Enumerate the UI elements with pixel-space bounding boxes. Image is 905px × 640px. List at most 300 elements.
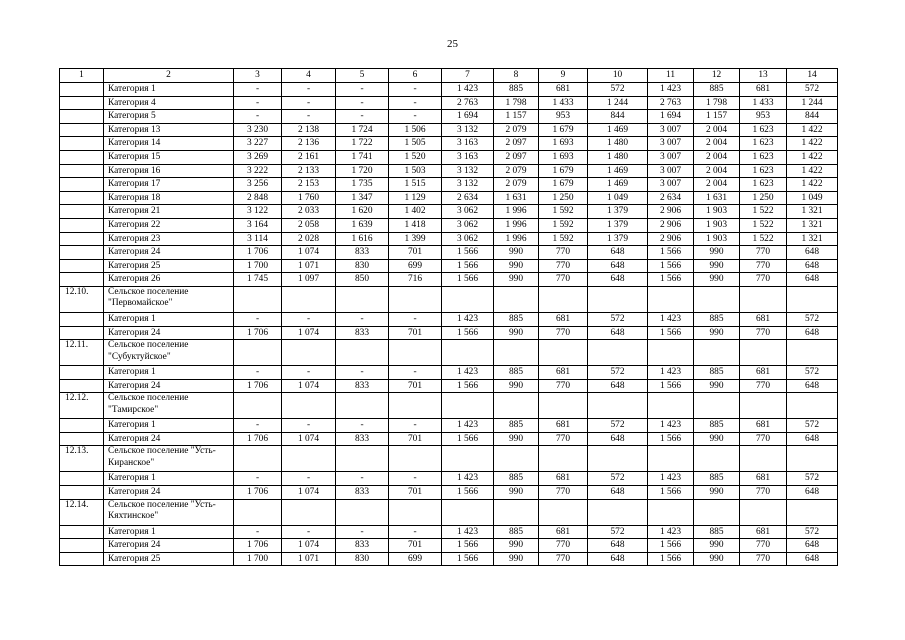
- value-cell: -: [282, 96, 336, 110]
- value-cell: 2 906: [648, 205, 694, 219]
- value-cell: 885: [494, 419, 539, 433]
- value-cell: 3 062: [442, 232, 494, 246]
- value-cell: 681: [539, 419, 588, 433]
- value-cell: 1 469: [588, 123, 648, 137]
- row-number-cell: [60, 150, 104, 164]
- value-cell: 1 903: [694, 232, 740, 246]
- row-number-cell: [60, 110, 104, 124]
- section-title: Сельское поселение "Усть-Кяхтинское": [104, 499, 234, 525]
- empty-cell: [740, 393, 787, 419]
- column-header: 8: [494, 69, 539, 83]
- value-cell: 1 423: [648, 366, 694, 380]
- row-number-cell: [60, 312, 104, 326]
- table-row: [60, 326, 838, 340]
- column-header: 14: [787, 69, 838, 83]
- empty-cell: [588, 286, 648, 312]
- value-cell: 1 244: [787, 96, 838, 110]
- table-row: [60, 472, 838, 486]
- value-cell: -: [336, 110, 389, 124]
- empty-cell: [539, 393, 588, 419]
- value-cell: 699: [389, 259, 442, 273]
- category-name: Категория 4: [104, 96, 234, 110]
- value-cell: 1 074: [282, 486, 336, 500]
- value-cell: -: [336, 366, 389, 380]
- value-cell: 648: [787, 259, 838, 273]
- value-cell: 990: [494, 486, 539, 500]
- value-cell: -: [336, 525, 389, 539]
- value-cell: 701: [389, 379, 442, 393]
- row-number-cell: [60, 123, 104, 137]
- value-cell: 844: [588, 110, 648, 124]
- empty-cell: [539, 499, 588, 525]
- row-number-cell: [60, 472, 104, 486]
- value-cell: 1 399: [389, 232, 442, 246]
- value-cell: -: [234, 312, 282, 326]
- value-cell: 572: [787, 525, 838, 539]
- value-cell: 1 798: [694, 96, 740, 110]
- column-header: 5: [336, 69, 389, 83]
- value-cell: 648: [588, 246, 648, 260]
- value-cell: 1 423: [648, 525, 694, 539]
- value-cell: 681: [740, 472, 787, 486]
- value-cell: 1 321: [787, 205, 838, 219]
- value-cell: 1 422: [787, 137, 838, 151]
- empty-cell: [494, 446, 539, 472]
- value-cell: 1 157: [494, 110, 539, 124]
- section-row: [60, 286, 838, 312]
- value-cell: 1 996: [494, 232, 539, 246]
- value-cell: 681: [539, 472, 588, 486]
- value-cell: 2 161: [282, 150, 336, 164]
- value-cell: -: [234, 83, 282, 97]
- section-title: Сельское поселение "Усть-Киранское": [104, 446, 234, 472]
- value-cell: -: [234, 472, 282, 486]
- value-cell: 1 566: [442, 539, 494, 553]
- empty-cell: [694, 286, 740, 312]
- value-cell: 648: [787, 246, 838, 260]
- value-cell: 885: [694, 419, 740, 433]
- category-name: Категория 23: [104, 232, 234, 246]
- value-cell: 1 097: [282, 273, 336, 287]
- value-cell: 1 996: [494, 205, 539, 219]
- value-cell: -: [234, 366, 282, 380]
- empty-cell: [389, 340, 442, 366]
- table-row: [60, 205, 838, 219]
- value-cell: 833: [336, 539, 389, 553]
- value-cell: 1 566: [648, 552, 694, 566]
- value-cell: 3 132: [442, 123, 494, 137]
- empty-cell: [282, 286, 336, 312]
- category-name: Категория 1: [104, 312, 234, 326]
- value-cell: 1 592: [539, 205, 588, 219]
- value-cell: 1 616: [336, 232, 389, 246]
- value-cell: 2 906: [648, 232, 694, 246]
- value-cell: 1 623: [740, 178, 787, 192]
- column-header: 12: [694, 69, 740, 83]
- value-cell: 844: [787, 110, 838, 124]
- section-number: 12.13.: [60, 446, 104, 472]
- row-number-cell: [60, 486, 104, 500]
- value-cell: 1 706: [234, 379, 282, 393]
- value-cell: 681: [539, 83, 588, 97]
- value-cell: 1 566: [442, 552, 494, 566]
- value-cell: 701: [389, 246, 442, 260]
- row-number-cell: [60, 273, 104, 287]
- value-cell: 2 079: [494, 123, 539, 137]
- value-cell: 1 620: [336, 205, 389, 219]
- value-cell: 1 679: [539, 164, 588, 178]
- column-header: 11: [648, 69, 694, 83]
- row-number-cell: [60, 218, 104, 232]
- value-cell: 1 071: [282, 552, 336, 566]
- value-cell: 770: [740, 273, 787, 287]
- value-cell: 648: [588, 273, 648, 287]
- table-row: [60, 432, 838, 446]
- value-cell: -: [336, 96, 389, 110]
- empty-cell: [740, 446, 787, 472]
- category-name: Категория 26: [104, 273, 234, 287]
- value-cell: 648: [588, 259, 648, 273]
- value-cell: 1 903: [694, 205, 740, 219]
- value-cell: 1 423: [442, 472, 494, 486]
- value-cell: -: [389, 83, 442, 97]
- empty-cell: [648, 499, 694, 525]
- empty-cell: [694, 393, 740, 419]
- value-cell: 1 074: [282, 539, 336, 553]
- section-number: 12.14.: [60, 499, 104, 525]
- empty-cell: [648, 393, 694, 419]
- empty-cell: [442, 499, 494, 525]
- empty-cell: [282, 499, 336, 525]
- value-cell: 648: [787, 379, 838, 393]
- value-cell: 648: [588, 326, 648, 340]
- value-cell: 572: [588, 472, 648, 486]
- value-cell: 1 423: [442, 419, 494, 433]
- value-cell: 1 722: [336, 137, 389, 151]
- value-cell: 833: [336, 432, 389, 446]
- value-cell: 648: [588, 552, 648, 566]
- value-cell: 1 724: [336, 123, 389, 137]
- value-cell: 1 422: [787, 123, 838, 137]
- table-row: [60, 191, 838, 205]
- empty-cell: [389, 393, 442, 419]
- table-row: [60, 150, 838, 164]
- value-cell: 3 163: [442, 150, 494, 164]
- empty-cell: [787, 446, 838, 472]
- category-name: Категория 21: [104, 205, 234, 219]
- value-cell: 3 222: [234, 164, 282, 178]
- value-cell: 990: [694, 379, 740, 393]
- value-cell: 2 004: [694, 164, 740, 178]
- empty-cell: [694, 340, 740, 366]
- value-cell: 1 433: [740, 96, 787, 110]
- value-cell: 572: [787, 472, 838, 486]
- value-cell: 1 741: [336, 150, 389, 164]
- value-cell: 1 244: [588, 96, 648, 110]
- value-cell: 990: [694, 552, 740, 566]
- value-cell: 885: [694, 366, 740, 380]
- value-cell: 833: [336, 379, 389, 393]
- value-cell: 648: [787, 432, 838, 446]
- row-number-cell: [60, 205, 104, 219]
- value-cell: 3 227: [234, 137, 282, 151]
- empty-cell: [494, 499, 539, 525]
- value-cell: -: [389, 366, 442, 380]
- empty-cell: [336, 393, 389, 419]
- category-name: Категория 1: [104, 83, 234, 97]
- empty-cell: [787, 286, 838, 312]
- value-cell: 2 028: [282, 232, 336, 246]
- value-cell: 648: [787, 552, 838, 566]
- row-number-cell: [60, 419, 104, 433]
- value-cell: 1 515: [389, 178, 442, 192]
- category-name: Категория 24: [104, 379, 234, 393]
- section-title: Сельское поселение "Тамирское": [104, 393, 234, 419]
- row-number-cell: [60, 259, 104, 273]
- category-name: Категория 18: [104, 191, 234, 205]
- section-number: 12.12.: [60, 393, 104, 419]
- category-name: Категория 15: [104, 150, 234, 164]
- row-number-cell: [60, 525, 104, 539]
- empty-cell: [648, 446, 694, 472]
- empty-cell: [282, 340, 336, 366]
- value-cell: 953: [539, 110, 588, 124]
- value-cell: 1 592: [539, 232, 588, 246]
- value-cell: 1 720: [336, 164, 389, 178]
- empty-cell: [787, 393, 838, 419]
- value-cell: 1 996: [494, 218, 539, 232]
- category-name: Категория 1: [104, 525, 234, 539]
- empty-cell: [442, 393, 494, 419]
- category-name: Категория 25: [104, 552, 234, 566]
- value-cell: 1 639: [336, 218, 389, 232]
- empty-cell: [787, 499, 838, 525]
- row-number-cell: [60, 96, 104, 110]
- value-cell: 572: [588, 83, 648, 97]
- value-cell: 770: [740, 486, 787, 500]
- value-cell: -: [282, 83, 336, 97]
- value-cell: 1 433: [539, 96, 588, 110]
- value-cell: 885: [694, 83, 740, 97]
- category-name: Категория 24: [104, 246, 234, 260]
- row-number-cell: [60, 246, 104, 260]
- category-name: Категория 1: [104, 419, 234, 433]
- value-cell: 1 623: [740, 164, 787, 178]
- value-cell: -: [282, 472, 336, 486]
- value-cell: 681: [740, 525, 787, 539]
- value-cell: 648: [787, 486, 838, 500]
- value-cell: 3 062: [442, 218, 494, 232]
- category-name: Категория 14: [104, 137, 234, 151]
- value-cell: 990: [694, 539, 740, 553]
- value-cell: 2 097: [494, 137, 539, 151]
- value-cell: 648: [588, 379, 648, 393]
- value-cell: -: [389, 96, 442, 110]
- empty-cell: [588, 340, 648, 366]
- value-cell: 1 706: [234, 432, 282, 446]
- value-cell: 1 623: [740, 150, 787, 164]
- value-cell: 681: [539, 366, 588, 380]
- value-cell: 681: [740, 83, 787, 97]
- section-row: [60, 393, 838, 419]
- category-name: Категория 24: [104, 539, 234, 553]
- value-cell: 1 706: [234, 326, 282, 340]
- empty-cell: [389, 286, 442, 312]
- value-cell: 1 566: [648, 379, 694, 393]
- empty-cell: [740, 340, 787, 366]
- value-cell: 572: [588, 312, 648, 326]
- value-cell: 1 623: [740, 123, 787, 137]
- row-number-cell: [60, 137, 104, 151]
- value-cell: 770: [740, 432, 787, 446]
- value-cell: 1 566: [648, 486, 694, 500]
- value-cell: 681: [539, 312, 588, 326]
- value-cell: 3 164: [234, 218, 282, 232]
- table-row: [60, 419, 838, 433]
- value-cell: 1 049: [787, 191, 838, 205]
- value-cell: 1 321: [787, 218, 838, 232]
- value-cell: 1 423: [648, 312, 694, 326]
- column-header: 3: [234, 69, 282, 83]
- table-row: [60, 137, 838, 151]
- table-row: [60, 379, 838, 393]
- value-cell: 990: [494, 432, 539, 446]
- section-row: [60, 446, 838, 472]
- column-header: 1: [60, 69, 104, 83]
- value-cell: 1 418: [389, 218, 442, 232]
- value-cell: 648: [787, 326, 838, 340]
- value-cell: 833: [336, 326, 389, 340]
- category-name: Категория 24: [104, 432, 234, 446]
- value-cell: 648: [588, 539, 648, 553]
- value-cell: 990: [694, 432, 740, 446]
- value-cell: 3 122: [234, 205, 282, 219]
- value-cell: 572: [787, 83, 838, 97]
- empty-cell: [282, 393, 336, 419]
- empty-cell: [494, 286, 539, 312]
- empty-cell: [336, 340, 389, 366]
- value-cell: -: [389, 110, 442, 124]
- table-row: [60, 525, 838, 539]
- value-cell: 1 566: [442, 273, 494, 287]
- section-row: [60, 340, 838, 366]
- value-cell: 990: [494, 273, 539, 287]
- category-name: Категория 13: [104, 123, 234, 137]
- empty-cell: [234, 499, 282, 525]
- table-row: [60, 123, 838, 137]
- value-cell: 1 423: [442, 366, 494, 380]
- empty-cell: [336, 446, 389, 472]
- value-cell: 699: [389, 552, 442, 566]
- column-header: 9: [539, 69, 588, 83]
- empty-cell: [694, 499, 740, 525]
- value-cell: 1 422: [787, 164, 838, 178]
- value-cell: -: [282, 110, 336, 124]
- empty-cell: [282, 446, 336, 472]
- value-cell: 1 706: [234, 246, 282, 260]
- header-row: [60, 69, 838, 83]
- value-cell: 1 706: [234, 539, 282, 553]
- value-cell: 2 634: [442, 191, 494, 205]
- value-cell: 1 798: [494, 96, 539, 110]
- value-cell: 1 480: [588, 150, 648, 164]
- category-name: Категория 1: [104, 366, 234, 380]
- row-number-cell: [60, 539, 104, 553]
- column-header: 13: [740, 69, 787, 83]
- value-cell: 1 735: [336, 178, 389, 192]
- empty-cell: [787, 340, 838, 366]
- category-name: Категория 25: [104, 259, 234, 273]
- value-cell: 1 379: [588, 218, 648, 232]
- value-cell: 830: [336, 552, 389, 566]
- value-cell: 1 347: [336, 191, 389, 205]
- value-cell: 3 269: [234, 150, 282, 164]
- value-cell: 885: [494, 472, 539, 486]
- value-cell: 1 566: [648, 273, 694, 287]
- value-cell: 990: [694, 246, 740, 260]
- empty-cell: [694, 446, 740, 472]
- value-cell: 1 503: [389, 164, 442, 178]
- value-cell: -: [234, 525, 282, 539]
- table-row: [60, 218, 838, 232]
- value-cell: 2 906: [648, 218, 694, 232]
- value-cell: 1 566: [442, 246, 494, 260]
- value-cell: 1 402: [389, 205, 442, 219]
- value-cell: 885: [494, 312, 539, 326]
- empty-cell: [494, 393, 539, 419]
- table-row: [60, 164, 838, 178]
- value-cell: 648: [787, 539, 838, 553]
- value-cell: 1 423: [442, 525, 494, 539]
- empty-cell: [336, 286, 389, 312]
- section-row: [60, 499, 838, 525]
- empty-cell: [494, 340, 539, 366]
- value-cell: -: [282, 366, 336, 380]
- value-cell: 1 694: [648, 110, 694, 124]
- value-cell: 1 469: [588, 178, 648, 192]
- value-cell: -: [282, 525, 336, 539]
- value-cell: 1 522: [740, 232, 787, 246]
- value-cell: 770: [539, 379, 588, 393]
- value-cell: 2 033: [282, 205, 336, 219]
- table-row: [60, 552, 838, 566]
- value-cell: 1 700: [234, 552, 282, 566]
- value-cell: 850: [336, 273, 389, 287]
- value-cell: 681: [740, 419, 787, 433]
- value-cell: 1 679: [539, 123, 588, 137]
- value-cell: 990: [694, 259, 740, 273]
- value-cell: 3 062: [442, 205, 494, 219]
- value-cell: 770: [740, 552, 787, 566]
- table-body: [60, 69, 838, 566]
- value-cell: 3 007: [648, 164, 694, 178]
- value-cell: 648: [588, 432, 648, 446]
- table-row: [60, 312, 838, 326]
- value-cell: 3 007: [648, 123, 694, 137]
- category-name: Категория 24: [104, 326, 234, 340]
- value-cell: 1 469: [588, 164, 648, 178]
- row-number-cell: [60, 178, 104, 192]
- value-cell: 572: [588, 419, 648, 433]
- category-name: Категория 1: [104, 472, 234, 486]
- empty-cell: [442, 446, 494, 472]
- value-cell: 770: [740, 379, 787, 393]
- tariff-table: [59, 68, 838, 566]
- value-cell: 681: [740, 312, 787, 326]
- value-cell: 716: [389, 273, 442, 287]
- value-cell: -: [389, 525, 442, 539]
- category-name: Категория 16: [104, 164, 234, 178]
